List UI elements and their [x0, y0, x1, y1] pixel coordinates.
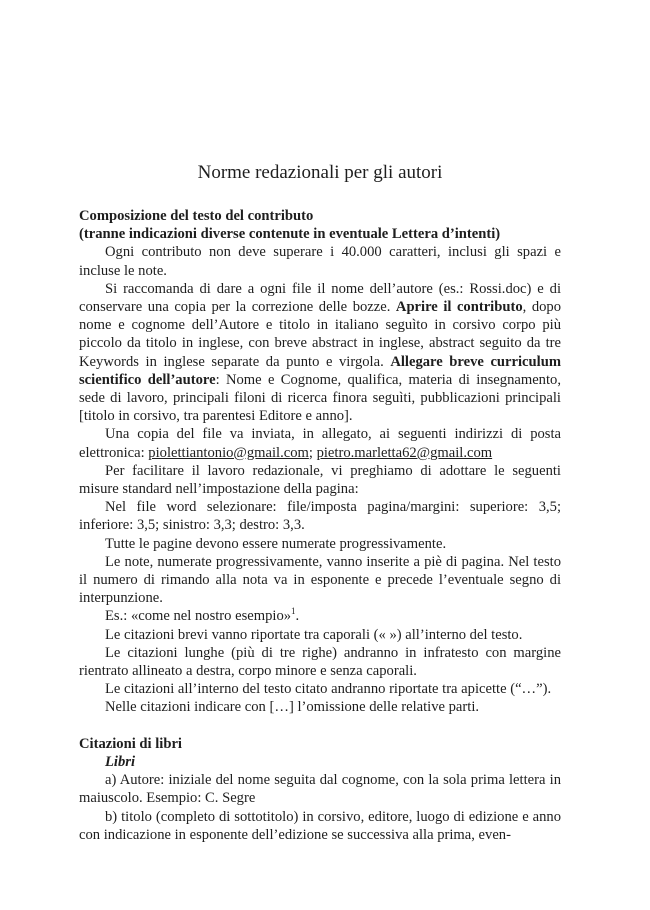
- paragraph-citazioni-interne: Le citazioni all’interno del testo citato andranno riportate tra apicette (“…”).: [105, 681, 552, 698]
- text-span: : Nome e Cognome, qualifica, materia di insegnamento, sede di lavoro, principali filoni di ricerca finora seguìti, pubblicazioni principali [titolo in corsivo, tra parentesi Editore e anno].: [79, 371, 561, 425]
- footnote-marker: 1: [291, 606, 296, 617]
- paragraph-caratteri: Ogni contributo non deve superare i 40.000 caratteri, inclusi gli spazi e incluse le note.: [79, 244, 561, 279]
- text-span: Si raccomanda di dare a ogni file il nome dell’autore (es.: Rossi.doc) e di conservare una copia per la correzione delle bozze.: [79, 280, 561, 316]
- paragraph-invio-file: [79, 425, 561, 461]
- paragraph-note: Le note, numerate progressivamente, vanno inserite a piè di pagina. Nel testo il numero di rimando alla nota va in esponente e precede l’eventuale segno di interpunzione.: [79, 553, 561, 607]
- paragraph-numerazione: Tutte le pagine devono essere numerate progressivamente.: [105, 535, 447, 552]
- paragraph-misure-standard: Per facilitare il lavoro redazionale, vi preghiamo di adottare le seguenti misure standard nell’impostazione della pagina:: [79, 462, 561, 498]
- paragraph-nome-file: [79, 280, 561, 426]
- section-subheading-libri: Libri: [105, 753, 135, 770]
- paragraph-omissioni: Nelle citazioni indicare con […] l’omissione delle relative parti.: [105, 699, 480, 716]
- document-body: [79, 207, 561, 844]
- section-heading-citazioni-libri: Citazioni di libri: [79, 735, 182, 752]
- paragraph-citazioni-brevi: Le citazioni brevi vanno riportate tra caporali (« ») all’interno del testo.: [105, 626, 523, 643]
- text-span: ;: [308, 444, 317, 461]
- bold-aprire-contributo: Aprire il contributo: [395, 299, 523, 316]
- text-span: , dopo nome e cognome dell’Autore e titolo in italiano seguìto in corsivo corpo più piccolo da titolo in inglese, con breve abstract in inglese, abstract seguito da tre Keywords in inglese separate da punto e virgola.: [79, 299, 562, 370]
- paragraph-citazioni-lunghe: Le citazioni lunghe (più di tre righe) andranno in infratesto con margine rientrato allineato a destra, corpo minore e senza caporali.: [79, 644, 561, 680]
- section-heading-composizione: Composizione del testo del contributo: [79, 208, 314, 224]
- paragraph-margini: Nel file word selezionare: file/imposta pagina/margini: superiore: 3,5; inferiore: 3,5; sinistro: 3,3; destro: 3,3.: [79, 499, 561, 534]
- paragraph-esempio: [79, 607, 561, 625]
- email-link-marletta[interactable]: pietro.marletta62@gmail.com: [316, 444, 493, 461]
- text-span: .: [295, 608, 300, 625]
- section-subheading-note: (tranne indicazioni diverse contenute in eventuale Lettera d’intenti): [79, 226, 501, 243]
- paragraph-autore: a) Autore: iniziale del nome seguita dal cognome, con la sola prima lettera in maiuscolo. Esempio: C. Segre: [79, 772, 561, 807]
- page-title: Norme redazionali per gli autori: [197, 161, 443, 183]
- text-span: Es.: «come nel nostro esempio»: [105, 608, 292, 625]
- email-link-pioletti[interactable]: piolettiantonio@gmail.com: [148, 444, 309, 461]
- bold-allegare-curriculum: Allegare breve curriculum scientifico dell’autore: [79, 353, 561, 388]
- paragraph-titolo: b) titolo (completo di sottotitolo) in corsivo, editore, luogo di edizione e anno con indicazione in esponente dell’edizione se successiva alla prima, even-: [79, 808, 561, 843]
- text-span: Una copia del file va inviata, in allegato, ai seguenti indirizzi di posta elettronica:: [79, 426, 561, 461]
